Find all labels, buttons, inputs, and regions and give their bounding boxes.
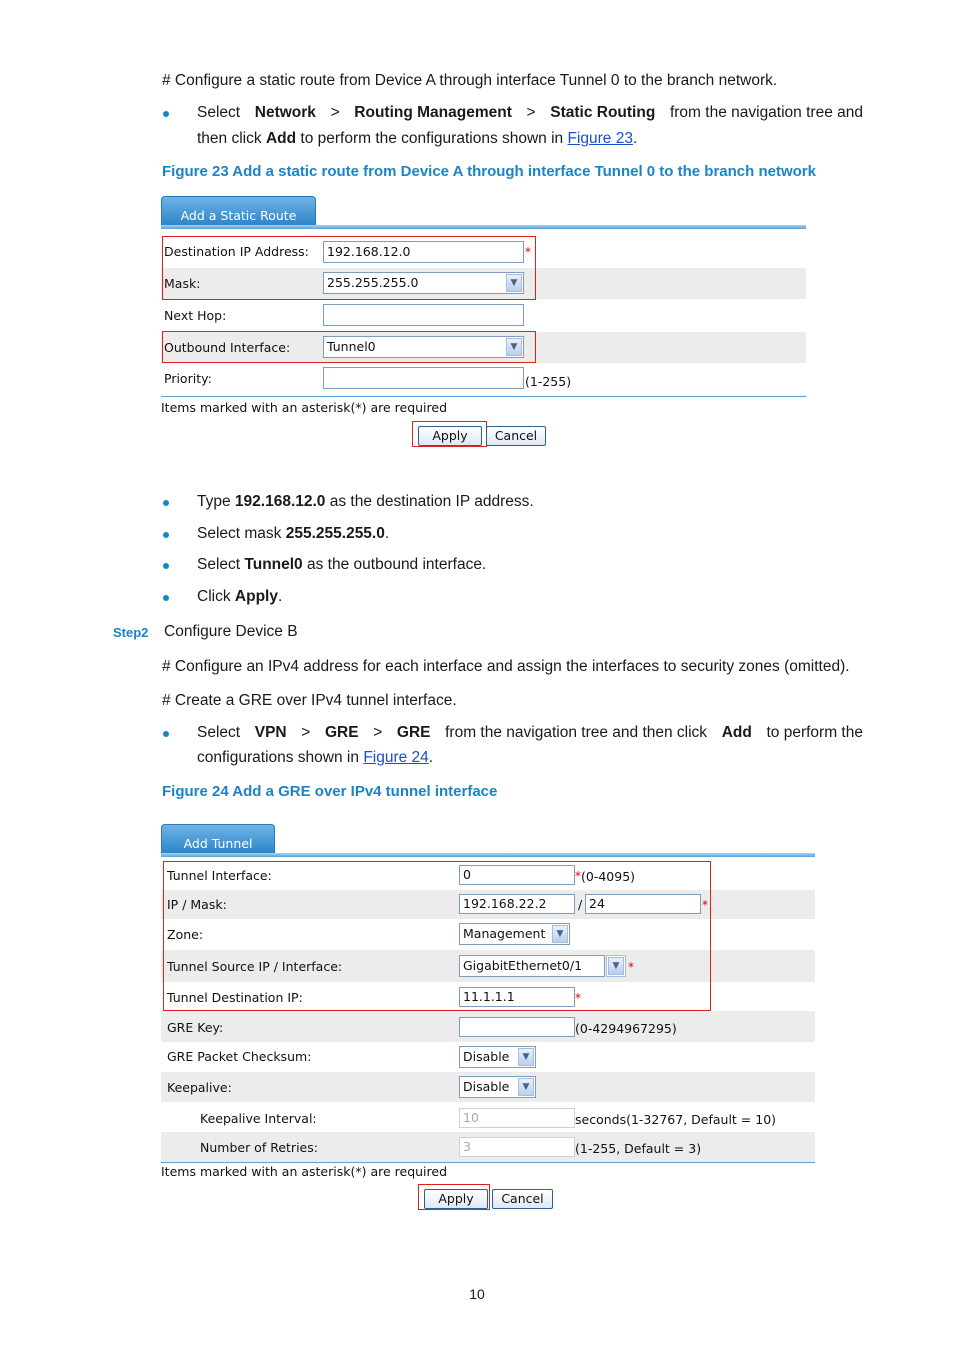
separator: > [526, 104, 536, 121]
figure-24-caption: Figure 24 Add a GRE over IPv4 tunnel interface [162, 783, 498, 800]
separator: > [330, 104, 340, 121]
text: configurations shown in [197, 749, 359, 766]
text: from the navigation tree and [669, 104, 863, 121]
highlight-box [418, 1184, 490, 1210]
text: then click [197, 130, 262, 147]
keepalive-select[interactable] [459, 1076, 536, 1098]
text: to perform the [766, 724, 863, 741]
highlight-box [162, 236, 536, 300]
value-bold: 255.255.255.0 [285, 525, 385, 542]
retries-input[interactable]: 3 [459, 1137, 575, 1157]
priority-range-hint: (1-255) [525, 374, 572, 389]
bullet-dot [163, 111, 169, 117]
bullet-dot [163, 532, 169, 538]
tab-underline [161, 853, 815, 857]
keepalive-interval-input[interactable]: 10 [459, 1108, 575, 1128]
bullet-dot [163, 595, 169, 601]
outbound-interface-label: Outbound Interface: [164, 340, 291, 355]
tunnel-interface-input[interactable]: 0 [459, 865, 575, 885]
figure-23-link[interactable]: Figure 23 [567, 130, 633, 147]
destination-ip-label: Destination IP Address: [164, 244, 309, 259]
step-item [197, 555, 486, 575]
value-bold: 192.168.12.0 [234, 493, 326, 510]
keepalive-interval-label: Keepalive Interval: [200, 1111, 317, 1126]
highlight-box [162, 331, 536, 363]
keepalive-interval-hint: seconds(1-32767, Default = 10) [575, 1112, 777, 1127]
destination-ip-input[interactable]: 192.168.12.0 [323, 241, 524, 263]
text: to perform the configurations shown in [300, 130, 564, 147]
tab-add-tunnel[interactable]: Add Tunnel [161, 824, 275, 854]
tab-underline [161, 225, 806, 229]
retries-hint: (1-255, Default = 3) [575, 1141, 702, 1156]
chevron-down-icon[interactable]: ▼ [518, 1078, 534, 1096]
step-title: Configure Device B [164, 623, 298, 640]
required-asterisk: * [575, 991, 581, 1005]
apply-button[interactable]: Apply [424, 1189, 488, 1209]
gre-paragraph: # Create a GRE over IPv4 tunnel interface. [162, 692, 457, 709]
bullet-network-line1 [197, 103, 863, 123]
value-bold: Apply [234, 588, 278, 605]
required-asterisk: * [702, 898, 708, 912]
ipv4-paragraph: # Configure an IPv4 address for each interface and assign the interfaces to security zones (omitted). [162, 658, 850, 675]
bullet-network-line2 [197, 129, 637, 149]
step-item [197, 492, 534, 512]
text: as the destination IP address. [329, 493, 534, 510]
next-hop-label: Next Hop: [164, 308, 227, 323]
next-hop-input[interactable] [323, 304, 524, 326]
required-note: Items marked with an asterisk(*) are required [161, 1164, 448, 1179]
add-keyword: Add [265, 130, 297, 147]
tunnel-destination-label: Tunnel Destination IP: [167, 990, 303, 1005]
chevron-down-icon[interactable]: ▼ [552, 925, 568, 943]
ip-mask-label: IP / Mask: [167, 897, 227, 912]
gre-checksum-label: GRE Packet Checksum: [167, 1049, 312, 1064]
slash: / [578, 897, 583, 912]
text: from the navigation tree and then click [445, 724, 708, 741]
cancel-button[interactable]: Cancel [492, 1189, 553, 1209]
form-bottom-line [161, 396, 806, 397]
menu-gre-sub: GRE [396, 724, 431, 741]
value-bold: Tunnel0 [244, 556, 303, 573]
add-keyword: Add [721, 724, 752, 741]
separator: > [373, 724, 383, 741]
period: . [428, 749, 434, 766]
ip-address-input[interactable]: 192.168.22.2 [459, 894, 575, 914]
bullet-dot [163, 731, 169, 737]
step-item [197, 587, 282, 607]
zone-select-value: Management [463, 926, 546, 941]
menu-network: Network [254, 104, 316, 121]
figure-23-caption: Figure 23 Add a static route from Device A through interface Tunnel 0 to the branch network [162, 163, 816, 180]
chevron-down-icon[interactable]: ▼ [506, 338, 522, 356]
bullet-vpn-line2 [197, 748, 433, 768]
required-asterisk: * [575, 869, 581, 883]
step-item [197, 524, 389, 544]
tunnel-interface-range-hint: (0-4095) [581, 869, 636, 884]
priority-input[interactable] [323, 367, 524, 389]
tunnel-source-value: GigabitEthernet0/1 [463, 958, 583, 973]
text: Select [197, 724, 241, 741]
form-bottom-line [161, 1162, 815, 1163]
bullet-vpn-line1 [197, 723, 863, 743]
priority-label: Priority: [164, 371, 212, 386]
outbound-interface-value: Tunnel0 [327, 339, 376, 354]
chevron-down-icon[interactable]: ▼ [506, 274, 522, 292]
highlight-box [412, 421, 487, 447]
text: . [384, 525, 390, 542]
menu-vpn: VPN [254, 724, 287, 741]
mask-select-value: 255.255.255.0 [327, 275, 419, 290]
required-asterisk: * [525, 245, 531, 259]
keepalive-label: Keepalive: [167, 1080, 232, 1095]
intro-paragraph: # Configure a static route from Device A through interface Tunnel 0 to the branch network. [162, 72, 778, 89]
retries-label: Number of Retries: [200, 1140, 318, 1155]
step-label: Step2 [113, 625, 149, 640]
separator: > [301, 724, 311, 741]
required-note: Items marked with an asterisk(*) are required [161, 400, 448, 415]
required-asterisk: * [628, 960, 634, 974]
text: as the outbound interface. [307, 556, 487, 573]
keepalive-value: Disable [463, 1079, 510, 1094]
gre-checksum-value: Disable [463, 1049, 510, 1064]
gre-key-label: GRE Key: [167, 1020, 224, 1035]
menu-routing-management: Routing Management [354, 104, 512, 121]
chevron-down-icon[interactable]: ▼ [608, 957, 624, 975]
menu-gre: GRE [324, 724, 359, 741]
mask-label: Mask: [164, 276, 201, 291]
text: Click [197, 588, 231, 605]
page-number: 10 [469, 1286, 485, 1302]
text: Type [197, 493, 231, 510]
apply-button[interactable]: Apply [418, 426, 482, 446]
zone-label: Zone: [167, 927, 204, 942]
tunnel-interface-label: Tunnel Interface: [167, 868, 272, 883]
gre-key-input[interactable] [459, 1017, 575, 1037]
tunnel-destination-input[interactable]: 11.1.1.1 [459, 987, 575, 1007]
bullet-dot [163, 500, 169, 506]
mask-input[interactable]: 24 [585, 894, 701, 914]
bullet-dot [163, 563, 169, 569]
text: . [277, 588, 283, 605]
text: Select [197, 104, 241, 121]
text: Select mask [197, 525, 282, 542]
menu-static-routing: Static Routing [550, 104, 656, 121]
highlight-box [163, 861, 711, 1011]
period: . [632, 130, 638, 147]
text: Select [197, 556, 241, 573]
tunnel-source-label: Tunnel Source IP / Interface: [167, 959, 343, 974]
figure-24-link[interactable]: Figure 24 [363, 749, 429, 766]
gre-checksum-select[interactable] [459, 1046, 536, 1068]
chevron-down-icon[interactable]: ▼ [518, 1048, 534, 1066]
cancel-button[interactable]: Cancel [486, 426, 546, 446]
tab-add-static-route[interactable]: Add a Static Route [161, 196, 316, 226]
gre-key-range-hint: (0-4294967295) [575, 1021, 677, 1036]
